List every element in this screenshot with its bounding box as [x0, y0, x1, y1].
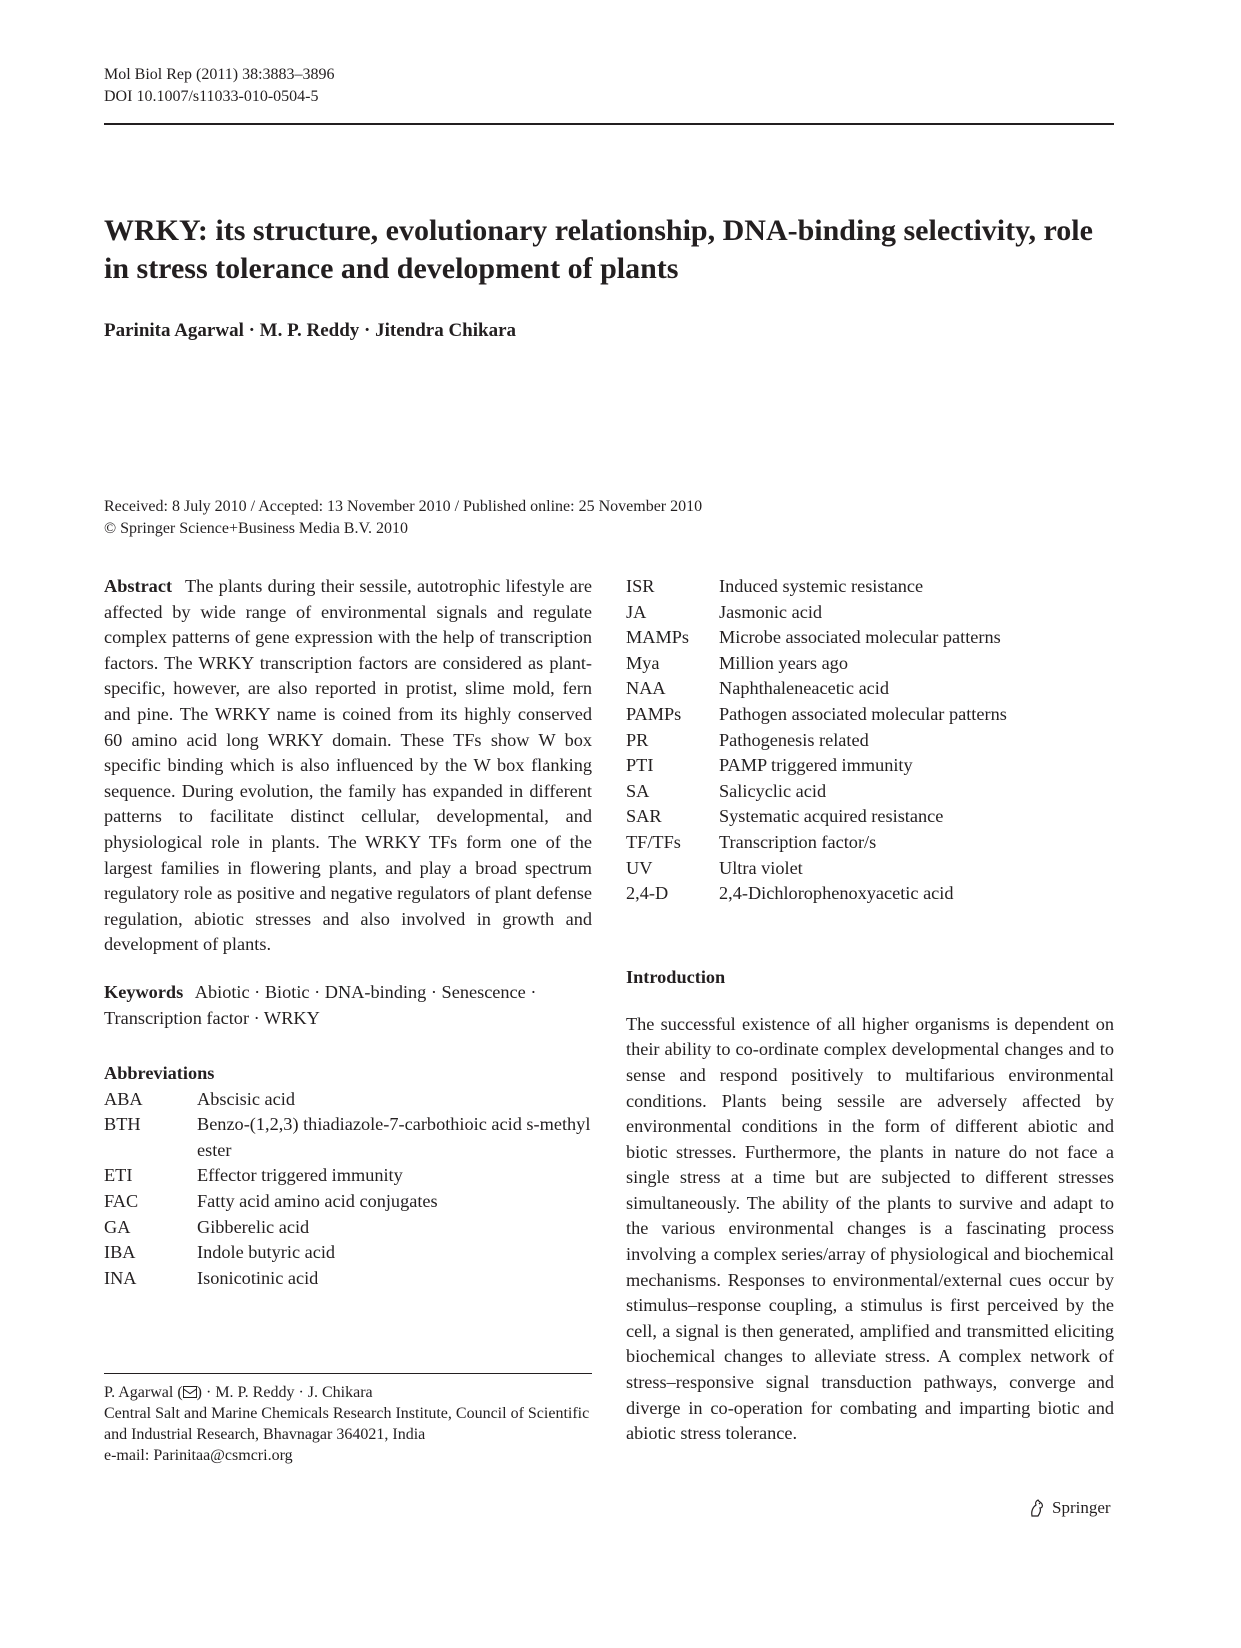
abbreviation-row — [626, 753, 1114, 779]
footnote-rule — [104, 1373, 592, 1374]
abbreviation-term: TF/TFs — [626, 831, 681, 852]
abbreviation-row — [104, 1087, 592, 1113]
abstract — [104, 574, 592, 958]
abbreviation-term: 2,4-D — [626, 883, 669, 904]
abbreviations-heading: Abbreviations — [104, 1063, 215, 1084]
abbreviation-term: INA — [104, 1267, 137, 1288]
abbreviation-term: PR — [626, 729, 649, 750]
author-list: Parinita Agarwal · M. P. Reddy · Jitendra Chikara — [104, 320, 517, 341]
abbreviation-definition: Microbe associated molecular patterns — [719, 627, 1001, 648]
abbreviation-row — [104, 1112, 592, 1163]
abbreviation-row — [104, 1215, 592, 1241]
abbreviation-definition: Pathogenesis related — [719, 729, 869, 750]
keywords-heading: Keywords — [104, 981, 184, 1002]
abbreviation-term: ETI — [104, 1165, 133, 1186]
abbreviation-row — [104, 1240, 592, 1266]
abbreviation-row — [626, 728, 1114, 754]
abbreviation-row — [626, 574, 1114, 600]
footnote-affiliation: Central Salt and Marine Chemicals Research Institute, Council of Scientific and Industrial Research, Bhavnagar 364021, India — [104, 1405, 590, 1443]
abbreviation-term: GA — [104, 1216, 131, 1237]
publication-dates — [104, 496, 702, 540]
journal-header — [104, 64, 335, 108]
footnote-author-rest: ) · M. P. Reddy · J. Chikara — [196, 1384, 373, 1401]
abbreviation-definition: Systematic acquired resistance — [719, 806, 944, 827]
abbreviation-row — [104, 1163, 592, 1189]
abbreviation-term: SA — [626, 780, 650, 801]
author-footnote — [104, 1382, 592, 1466]
footnote-authors — [104, 1382, 592, 1403]
introduction-heading: Introduction — [626, 966, 726, 987]
paper-title: WRKY: its structure, evolutionary relationship, DNA-binding selectivity, role in stress tolerance and development of plants — [104, 214, 1093, 285]
footnote-author-1: P. Agarwal ( — [104, 1384, 183, 1401]
abbreviation-row — [626, 830, 1114, 856]
abbreviation-term: JA — [626, 601, 647, 622]
abbreviation-definition: Salicyclic acid — [719, 780, 827, 801]
keywords-text: Abiotic · Biotic · DNA-binding · Senescence · Transcription factor · WRKY — [104, 981, 537, 1028]
abbreviation-row — [104, 1189, 592, 1215]
abbreviation-definition: Fatty acid amino acid conjugates — [197, 1191, 438, 1212]
abbreviation-term: ABA — [104, 1088, 143, 1109]
abbreviation-row — [626, 676, 1114, 702]
abbreviation-definition: Isonicotinic acid — [197, 1267, 319, 1288]
abbreviation-row — [626, 625, 1114, 651]
abbreviation-row — [104, 1266, 592, 1292]
abbreviation-definition: PAMP triggered immunity — [719, 755, 913, 776]
publisher-logo — [1028, 1498, 1111, 1518]
abbreviation-definition: Pathogen associated molecular patterns — [719, 703, 1007, 724]
keywords — [104, 980, 592, 1031]
abbreviations-list-right — [626, 574, 1114, 907]
introduction-text: The successful existence of all higher organisms is dependent on their ability to co-ordinate complex developmental changes and to sense and respond positively to multifarious environmental conditions. Plants being sessile are adversely affected by environmental conditions in the form of different abiotic and biotic stresses. Furthermore, the plants in nature do not face a single stress at a time but are subjected to different stresses simultaneously. The ability of the plants to survive and adapt to the various environmental changes is a fascinating process involving a complex series/array of physiological and biochemical mechanisms. Responses to environmental/external cues occur by stimulus–response coupling, a stimulus is first perceived by the cell, a signal is then generated, amplified and transmitted eliciting biochemical changes to alleviate stress. A complex network of stress–responsive signal transduction pathways, converge and diverge in co-operation for combating and imparting biotic and abiotic stress tolerance. — [626, 1013, 1114, 1444]
abbreviation-definition: Million years ago — [719, 652, 848, 673]
abbreviation-term: FAC — [104, 1191, 139, 1212]
date-line: Received: 8 July 2010 / Accepted: 13 November 2010 / Published online: 25 November 2010 — [104, 498, 703, 515]
abbreviation-term: IBA — [104, 1242, 136, 1263]
abbreviation-row — [626, 856, 1114, 882]
abbreviation-definition: Naphthaleneacetic acid — [719, 678, 890, 699]
abstract-heading: Abstract — [104, 576, 173, 596]
abbreviation-row — [626, 702, 1114, 728]
abbreviation-term: PAMPs — [626, 703, 682, 724]
abbreviation-row — [626, 881, 1114, 907]
envelope-icon — [183, 1386, 197, 1398]
abbreviation-definition: Effector triggered immunity — [197, 1165, 403, 1186]
abbreviation-term: ISR — [626, 576, 655, 596]
doi: DOI 10.1007/s11033-010-0504-5 — [104, 88, 319, 105]
abbreviation-term: PTI — [626, 755, 654, 776]
springer-horse-icon — [1028, 1498, 1046, 1518]
right-column — [626, 574, 1114, 1447]
abbreviation-row — [626, 600, 1114, 626]
left-column — [104, 574, 592, 1291]
abbreviation-term: UV — [626, 857, 653, 878]
abbreviation-definition: Abscisic acid — [197, 1088, 295, 1109]
abbreviation-term: NAA — [626, 678, 666, 699]
abstract-text: The plants during their sessile, autotrophic lifestyle are affected by wide range of environmental signals and regulate complex patterns of gene expression with the help of transcription factors. The WRKY transcription factors are considered as plant-specific, however, are also reported in protist, slime mold, fern and pine. The WRKY name is coined from its highly conserved 60 amino acid long WRKY domain. These TFs show W box specific binding which is also influenced by the W box flanking sequence. During evolution, the family has expanded in different patterns to facilitate distinct cellular, developmental, and physiological role in plants. The WRKY TFs form one of the largest families in flowering plants, and play a broad spectrum regulatory role as positive and negative regulators of plant defense regulation, abiotic stresses and also involved in growth and development of plants. — [104, 576, 592, 955]
abbreviation-term: SAR — [626, 806, 662, 827]
footnote-email: e-mail: Parinitaa@csmcri.org — [104, 1447, 293, 1464]
abbreviation-term: BTH — [104, 1114, 141, 1135]
abbreviation-definition: Transcription factor/s — [719, 831, 877, 852]
copyright-line: © Springer Science+Business Media B.V. 2010 — [104, 520, 408, 537]
abbreviation-definition: 2,4-Dichlorophenoxyacetic acid — [719, 883, 954, 904]
abbreviation-definition: Induced systemic resistance — [719, 576, 924, 596]
abbreviation-term: Mya — [626, 652, 660, 673]
publisher-name: Springer — [1052, 1498, 1111, 1517]
abbreviation-definition: Jasmonic acid — [719, 601, 823, 622]
journal-citation: Mol Biol Rep (2011) 38:3883–3896 — [104, 66, 335, 83]
abbreviation-definition: Ultra violet — [719, 857, 803, 878]
abbreviation-term: MAMPs — [626, 627, 689, 648]
abbreviation-row — [626, 804, 1114, 830]
abbreviation-definition: Indole butyric acid — [197, 1242, 336, 1263]
header-rule — [104, 123, 1114, 125]
abbreviation-row — [626, 779, 1114, 805]
abbreviation-definition: Benzo-(1,2,3) thiadiazole-7-carbothioic acid s-methyl ester — [197, 1114, 591, 1160]
abbreviation-row — [626, 651, 1114, 677]
abbreviation-definition: Gibberelic acid — [197, 1216, 310, 1237]
abbreviations-list-left — [104, 1087, 592, 1292]
